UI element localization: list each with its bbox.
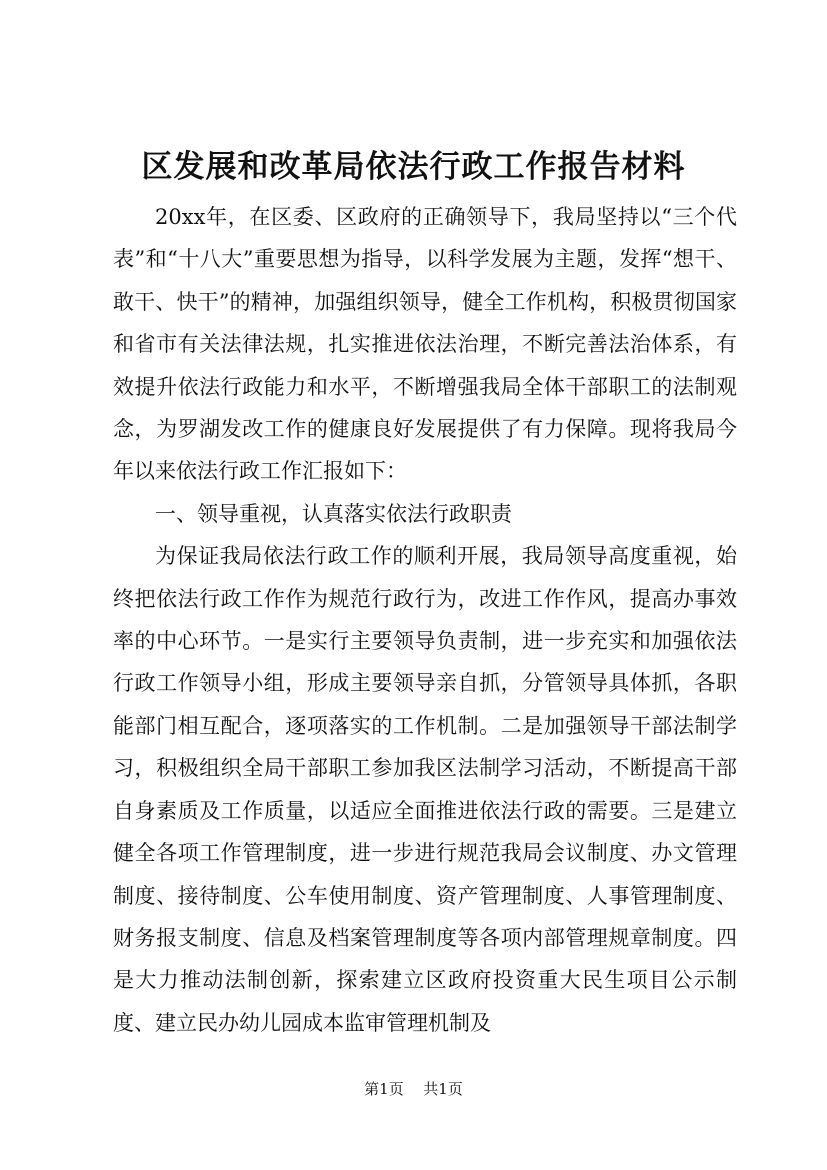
section-heading-1: 一、领导重视，认真落实依法行政职责: [155, 501, 512, 526]
document-body: [113, 196, 737, 1044]
page-footer: [0, 1078, 827, 1100]
page-total: 共1页: [423, 1080, 463, 1098]
document-title: 区发展和改革局依法行政工作报告材料: [141, 149, 686, 185]
paragraph-section-1: 为保证我局依法行政工作的顺利开展，我局领导高度重视，始终把依法行政工作作为规范行政行为，改进工作作风，提高办事效率的中心环节。一是实行主要领导负责制，进一步充实和加强依法行政工作领导小组，形成主要领导亲自抓，分管领导具体抓，各职能部门相互配合，逐项落实的工作机制。二是加强领导干部法制学习，积极组织全局干部职工参加我区法制学习活动，不断提高干部自身素质及工作质量，以适应全面推进依法行政的需要。三是建立健全各项工作管理制度，进一步进行规范我局会议制度、办文管理制度、接待制度、公车使用制度、资产管理制度、人事管理制度、财务报支制度、信息及档案管理制度等各项内部管理规章制度。四是大力推动法制创新，探索建立区政府投资重大民生项目公示制度、建立民办幼儿园成本监审管理机制及: [113, 544, 737, 1035]
paragraph-intro: 20xx年，在区委、区政府的正确领导下，我局坚持以“三个代表”和“十八大”重要思想为指导，以科学发展为主题，发挥“想干、敢干、快干”的精神，加强组织领导，健全工作机构，积极贯彻国家和省市有关法律法规，扎实推进依法治理，不断完善法治体系，有效提升依法行政能力和水平，不断增强我局全体干部职工的法制观念，为罗湖发改工作的健康良好发展提供了有力保障。现将我局今年以来依法行政工作汇报如下：: [113, 205, 737, 484]
page-number: 第1页: [364, 1080, 404, 1098]
